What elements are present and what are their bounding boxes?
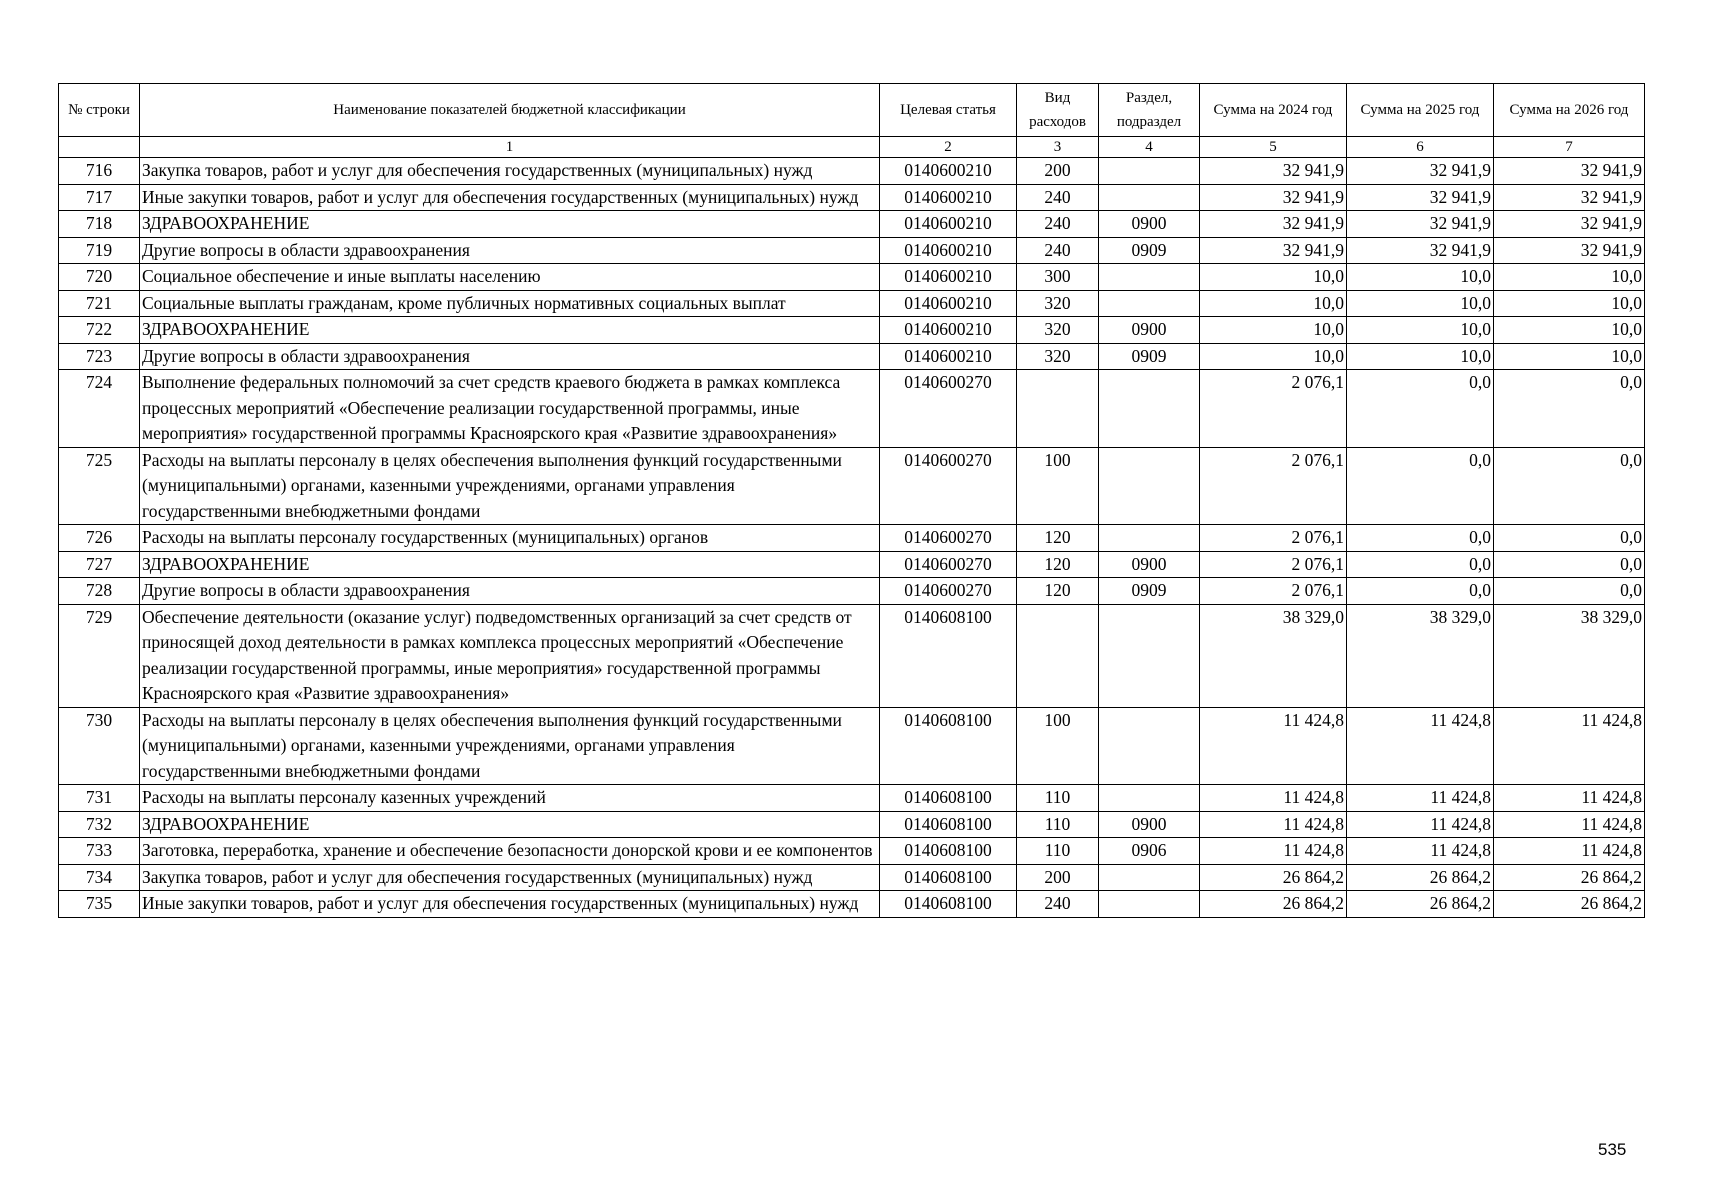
sum-2026: 10,0 bbox=[1494, 264, 1645, 291]
column-number: 2 bbox=[880, 137, 1017, 158]
table-row bbox=[59, 317, 1645, 344]
row-number: 728 bbox=[59, 578, 140, 605]
sum-2024: 38 329,0 bbox=[1200, 604, 1347, 707]
row-number: 732 bbox=[59, 811, 140, 838]
section-code: 0909 bbox=[1099, 237, 1200, 264]
sum-2024: 2 076,1 bbox=[1200, 578, 1347, 605]
indicator-name: Другие вопросы в области здравоохранения bbox=[140, 343, 880, 370]
indicator-name: Расходы на выплаты персоналу в целях обеспечения выполнения функций государственными (муниципальными) органами, казенными учреждениями, органами управления государственными внебюджетными фондами bbox=[140, 447, 880, 525]
sum-2024: 2 076,1 bbox=[1200, 551, 1347, 578]
section-code bbox=[1099, 158, 1200, 185]
target-article: 0140608100 bbox=[880, 707, 1017, 785]
section-code bbox=[1099, 264, 1200, 291]
sum-2026: 10,0 bbox=[1494, 343, 1645, 370]
table-header bbox=[59, 84, 1645, 158]
sum-2024: 11 424,8 bbox=[1200, 785, 1347, 812]
sum-2025: 11 424,8 bbox=[1347, 811, 1494, 838]
section-code bbox=[1099, 184, 1200, 211]
header-section: Раздел, подраздел bbox=[1099, 84, 1200, 137]
sum-2025: 10,0 bbox=[1347, 290, 1494, 317]
sum-2026: 32 941,9 bbox=[1494, 211, 1645, 238]
sum-2024: 26 864,2 bbox=[1200, 891, 1347, 918]
header-target: Целевая статья bbox=[880, 84, 1017, 137]
table-row bbox=[59, 158, 1645, 185]
sum-2026: 11 424,8 bbox=[1494, 811, 1645, 838]
table-row bbox=[59, 184, 1645, 211]
table-row bbox=[59, 447, 1645, 525]
section-code bbox=[1099, 525, 1200, 552]
section-code bbox=[1099, 290, 1200, 317]
section-code bbox=[1099, 604, 1200, 707]
indicator-name: ЗДРАВООХРАНЕНИЕ bbox=[140, 211, 880, 238]
column-number bbox=[59, 137, 140, 158]
sum-2026: 32 941,9 bbox=[1494, 184, 1645, 211]
sum-2026: 0,0 bbox=[1494, 551, 1645, 578]
column-number-row bbox=[59, 137, 1645, 158]
target-article: 0140608100 bbox=[880, 838, 1017, 865]
expense-type: 240 bbox=[1017, 184, 1099, 211]
target-article: 0140600270 bbox=[880, 370, 1017, 448]
sum-2026: 32 941,9 bbox=[1494, 158, 1645, 185]
row-number: 719 bbox=[59, 237, 140, 264]
indicator-name: Расходы на выплаты персоналу государственных (муниципальных) органов bbox=[140, 525, 880, 552]
indicator-name: ЗДРАВООХРАНЕНИЕ bbox=[140, 317, 880, 344]
indicator-name: Другие вопросы в области здравоохранения bbox=[140, 578, 880, 605]
sum-2026: 32 941,9 bbox=[1494, 237, 1645, 264]
sum-2025: 10,0 bbox=[1347, 317, 1494, 344]
sum-2026: 10,0 bbox=[1494, 290, 1645, 317]
table-row bbox=[59, 264, 1645, 291]
expense-type: 110 bbox=[1017, 811, 1099, 838]
header-sum-2026: Сумма на 2026 год bbox=[1494, 84, 1645, 137]
sum-2025: 0,0 bbox=[1347, 447, 1494, 525]
sum-2024: 32 941,9 bbox=[1200, 237, 1347, 264]
sum-2025: 11 424,8 bbox=[1347, 838, 1494, 865]
expense-type: 240 bbox=[1017, 211, 1099, 238]
table-row bbox=[59, 811, 1645, 838]
sum-2026: 0,0 bbox=[1494, 578, 1645, 605]
table-row bbox=[59, 370, 1645, 448]
target-article: 0140600210 bbox=[880, 237, 1017, 264]
indicator-name: ЗДРАВООХРАНЕНИЕ bbox=[140, 551, 880, 578]
table-row bbox=[59, 891, 1645, 918]
row-number: 731 bbox=[59, 785, 140, 812]
expense-type: 320 bbox=[1017, 343, 1099, 370]
section-code: 0906 bbox=[1099, 838, 1200, 865]
header-sum-2025: Сумма на 2025 год bbox=[1347, 84, 1494, 137]
table-row bbox=[59, 578, 1645, 605]
column-number: 1 bbox=[140, 137, 880, 158]
row-number: 727 bbox=[59, 551, 140, 578]
target-article: 0140600270 bbox=[880, 551, 1017, 578]
sum-2025: 0,0 bbox=[1347, 578, 1494, 605]
sum-2026: 11 424,8 bbox=[1494, 707, 1645, 785]
row-number: 725 bbox=[59, 447, 140, 525]
expense-type bbox=[1017, 604, 1099, 707]
sum-2025: 26 864,2 bbox=[1347, 864, 1494, 891]
section-code: 0909 bbox=[1099, 578, 1200, 605]
column-number: 7 bbox=[1494, 137, 1645, 158]
sum-2025: 0,0 bbox=[1347, 551, 1494, 578]
row-number: 726 bbox=[59, 525, 140, 552]
row-number: 722 bbox=[59, 317, 140, 344]
target-article: 0140600270 bbox=[880, 525, 1017, 552]
indicator-name: Другие вопросы в области здравоохранения bbox=[140, 237, 880, 264]
table-row bbox=[59, 838, 1645, 865]
table-row bbox=[59, 290, 1645, 317]
target-article: 0140600270 bbox=[880, 447, 1017, 525]
sum-2024: 32 941,9 bbox=[1200, 158, 1347, 185]
expense-type: 200 bbox=[1017, 864, 1099, 891]
expense-type: 100 bbox=[1017, 447, 1099, 525]
target-article: 0140600210 bbox=[880, 184, 1017, 211]
section-code bbox=[1099, 785, 1200, 812]
target-article: 0140600210 bbox=[880, 211, 1017, 238]
expense-type: 300 bbox=[1017, 264, 1099, 291]
row-number: 730 bbox=[59, 707, 140, 785]
target-article: 0140600210 bbox=[880, 264, 1017, 291]
indicator-name: Расходы на выплаты персоналу в целях обеспечения выполнения функций государственными (муниципальными) органами, казенными учреждениями, органами управления государственными внебюджетными фондами bbox=[140, 707, 880, 785]
section-code: 0900 bbox=[1099, 211, 1200, 238]
sum-2025: 38 329,0 bbox=[1347, 604, 1494, 707]
sum-2026: 11 424,8 bbox=[1494, 838, 1645, 865]
row-number: 716 bbox=[59, 158, 140, 185]
sum-2024: 2 076,1 bbox=[1200, 447, 1347, 525]
header-row bbox=[59, 84, 1645, 137]
row-number: 717 bbox=[59, 184, 140, 211]
indicator-name: Обеспечение деятельности (оказание услуг) подведомственных организаций за счет средств от приносящей доход деятельности в рамках комплекса процессных мероприятий «Обеспечение реализации государственной программы, иные мероприятия» государственной программы Красноярского края «Развитие здравоохранения» bbox=[140, 604, 880, 707]
expense-type bbox=[1017, 370, 1099, 448]
sum-2024: 10,0 bbox=[1200, 343, 1347, 370]
section-code bbox=[1099, 707, 1200, 785]
sum-2026: 0,0 bbox=[1494, 525, 1645, 552]
indicator-name: Социальное обеспечение и иные выплаты населению bbox=[140, 264, 880, 291]
column-number: 5 bbox=[1200, 137, 1347, 158]
table-row bbox=[59, 237, 1645, 264]
target-article: 0140600210 bbox=[880, 343, 1017, 370]
expense-type: 110 bbox=[1017, 838, 1099, 865]
section-code bbox=[1099, 864, 1200, 891]
row-number: 733 bbox=[59, 838, 140, 865]
table-row bbox=[59, 707, 1645, 785]
target-article: 0140608100 bbox=[880, 811, 1017, 838]
sum-2024: 32 941,9 bbox=[1200, 211, 1347, 238]
expense-type: 200 bbox=[1017, 158, 1099, 185]
sum-2025: 32 941,9 bbox=[1347, 158, 1494, 185]
section-code: 0909 bbox=[1099, 343, 1200, 370]
expense-type: 320 bbox=[1017, 290, 1099, 317]
table-row bbox=[59, 551, 1645, 578]
header-name: Наименование показателей бюджетной классификации bbox=[140, 84, 880, 137]
header-sum-2024: Сумма на 2024 год bbox=[1200, 84, 1347, 137]
table-row bbox=[59, 343, 1645, 370]
section-code: 0900 bbox=[1099, 811, 1200, 838]
target-article: 0140608100 bbox=[880, 891, 1017, 918]
sum-2025: 32 941,9 bbox=[1347, 211, 1494, 238]
header-row-no: № строки bbox=[59, 84, 140, 137]
row-number: 723 bbox=[59, 343, 140, 370]
indicator-name: Иные закупки товаров, работ и услуг для обеспечения государственных (муниципальных) нужд bbox=[140, 184, 880, 211]
indicator-name: ЗДРАВООХРАНЕНИЕ bbox=[140, 811, 880, 838]
target-article: 0140600210 bbox=[880, 158, 1017, 185]
sum-2026: 11 424,8 bbox=[1494, 785, 1645, 812]
target-article: 0140608100 bbox=[880, 785, 1017, 812]
sum-2024: 32 941,9 bbox=[1200, 184, 1347, 211]
sum-2026: 38 329,0 bbox=[1494, 604, 1645, 707]
sum-2025: 32 941,9 bbox=[1347, 184, 1494, 211]
target-article: 0140608100 bbox=[880, 864, 1017, 891]
sum-2024: 11 424,8 bbox=[1200, 707, 1347, 785]
sum-2024: 10,0 bbox=[1200, 290, 1347, 317]
sum-2025: 26 864,2 bbox=[1347, 891, 1494, 918]
page-number: 535 bbox=[1598, 1140, 1627, 1159]
sum-2026: 26 864,2 bbox=[1494, 864, 1645, 891]
section-code bbox=[1099, 891, 1200, 918]
sum-2024: 10,0 bbox=[1200, 317, 1347, 344]
sum-2026: 26 864,2 bbox=[1494, 891, 1645, 918]
section-code bbox=[1099, 370, 1200, 448]
target-article: 0140608100 bbox=[880, 604, 1017, 707]
sum-2025: 0,0 bbox=[1347, 370, 1494, 448]
sum-2025: 32 941,9 bbox=[1347, 237, 1494, 264]
table-body bbox=[59, 158, 1645, 918]
sum-2024: 10,0 bbox=[1200, 264, 1347, 291]
row-number: 735 bbox=[59, 891, 140, 918]
target-article: 0140600210 bbox=[880, 290, 1017, 317]
section-code bbox=[1099, 447, 1200, 525]
table-row bbox=[59, 864, 1645, 891]
indicator-name: Иные закупки товаров, работ и услуг для обеспечения государственных (муниципальных) нужд bbox=[140, 891, 880, 918]
indicator-name: Закупка товаров, работ и услуг для обеспечения государственных (муниципальных) нужд bbox=[140, 158, 880, 185]
table-row bbox=[59, 211, 1645, 238]
sum-2025: 11 424,8 bbox=[1347, 707, 1494, 785]
target-article: 0140600270 bbox=[880, 578, 1017, 605]
table-row bbox=[59, 785, 1645, 812]
column-number: 3 bbox=[1017, 137, 1099, 158]
section-code: 0900 bbox=[1099, 317, 1200, 344]
indicator-name: Выполнение федеральных полномочий за счет средств краевого бюджета в рамках комплекса процессных мероприятий «Обеспечение реализации государственной программы, иные мероприятия» государственной программы Красноярского края «Развитие здравоохранения» bbox=[140, 370, 880, 448]
sum-2024: 11 424,8 bbox=[1200, 838, 1347, 865]
header-exp-type: Вид расходов bbox=[1017, 84, 1099, 137]
expense-type: 320 bbox=[1017, 317, 1099, 344]
row-number: 729 bbox=[59, 604, 140, 707]
sum-2025: 0,0 bbox=[1347, 525, 1494, 552]
row-number: 724 bbox=[59, 370, 140, 448]
expense-type: 240 bbox=[1017, 237, 1099, 264]
target-article: 0140600210 bbox=[880, 317, 1017, 344]
sum-2024: 26 864,2 bbox=[1200, 864, 1347, 891]
indicator-name: Заготовка, переработка, хранение и обеспечение безопасности донорской крови и ее компонентов bbox=[140, 838, 880, 865]
indicator-name: Социальные выплаты гражданам, кроме публичных нормативных социальных выплат bbox=[140, 290, 880, 317]
sum-2026: 0,0 bbox=[1494, 447, 1645, 525]
table-row bbox=[59, 604, 1645, 707]
row-number: 720 bbox=[59, 264, 140, 291]
row-number: 734 bbox=[59, 864, 140, 891]
indicator-name: Закупка товаров, работ и услуг для обеспечения государственных (муниципальных) нужд bbox=[140, 864, 880, 891]
expense-type: 120 bbox=[1017, 578, 1099, 605]
expense-type: 110 bbox=[1017, 785, 1099, 812]
sum-2024: 11 424,8 bbox=[1200, 811, 1347, 838]
sum-2024: 2 076,1 bbox=[1200, 525, 1347, 552]
sum-2025: 10,0 bbox=[1347, 264, 1494, 291]
section-code: 0900 bbox=[1099, 551, 1200, 578]
sum-2024: 2 076,1 bbox=[1200, 370, 1347, 448]
table-row bbox=[59, 525, 1645, 552]
row-number: 721 bbox=[59, 290, 140, 317]
row-number: 718 bbox=[59, 211, 140, 238]
expense-type: 120 bbox=[1017, 551, 1099, 578]
sum-2025: 10,0 bbox=[1347, 343, 1494, 370]
indicator-name: Расходы на выплаты персоналу казенных учреждений bbox=[140, 785, 880, 812]
sum-2026: 10,0 bbox=[1494, 317, 1645, 344]
column-number: 4 bbox=[1099, 137, 1200, 158]
expense-type: 120 bbox=[1017, 525, 1099, 552]
expense-type: 240 bbox=[1017, 891, 1099, 918]
column-number: 6 bbox=[1347, 137, 1494, 158]
budget-table bbox=[58, 83, 1645, 918]
sum-2026: 0,0 bbox=[1494, 370, 1645, 448]
expense-type: 100 bbox=[1017, 707, 1099, 785]
sum-2025: 11 424,8 bbox=[1347, 785, 1494, 812]
